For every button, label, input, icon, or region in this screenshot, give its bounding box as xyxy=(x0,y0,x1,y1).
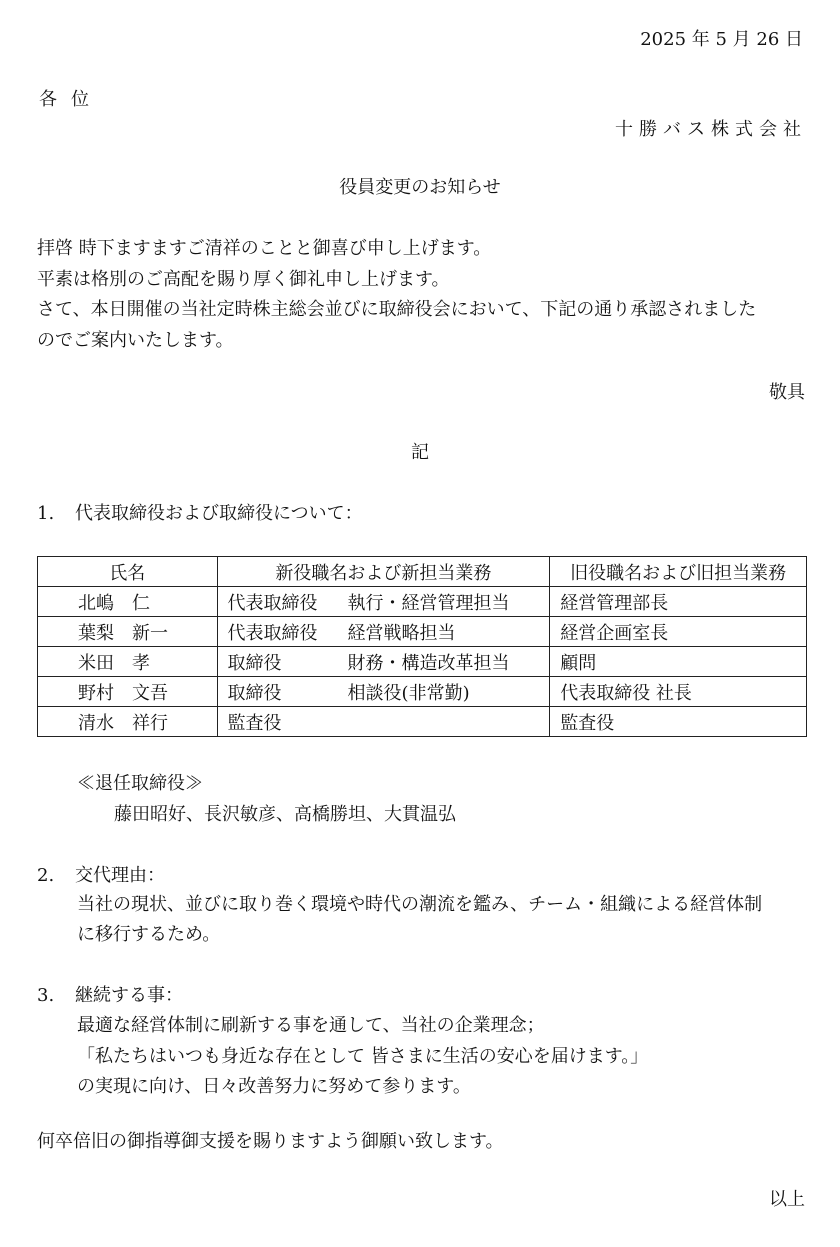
column-header: 旧役職名および旧担当業務 xyxy=(550,557,807,587)
company-name: 十勝バス株式会社 xyxy=(615,119,807,140)
section-2-heading xyxy=(37,865,165,887)
column-header: 新役職名および新担当業務 xyxy=(217,557,550,587)
retired-directors-heading: ≪退任取締役≫ xyxy=(77,773,203,794)
body-line: さて、本日開催の当社定時株主総会並びに取締役会において、下記の通り承認されました xyxy=(37,299,757,320)
officer-name: 北嶋 仁 xyxy=(38,587,218,617)
new-position xyxy=(217,587,550,617)
section-3-body xyxy=(77,1011,648,1103)
new-title: 取締役 xyxy=(227,682,282,704)
table-header-row xyxy=(38,557,807,587)
section-1-heading xyxy=(37,503,363,525)
new-title: 代表取締役 xyxy=(227,592,318,614)
officer-name: 米田 孝 xyxy=(38,647,218,677)
section-title: 交代理由： xyxy=(75,865,165,886)
old-position: 経営管理部長 xyxy=(550,587,807,617)
new-position xyxy=(217,617,550,647)
section-number: 1. xyxy=(37,503,55,524)
old-position: 代表取締役 社長 xyxy=(550,677,807,707)
body-line: に移行するため。 xyxy=(77,924,221,945)
new-title: 代表取締役 xyxy=(227,622,318,644)
table-row xyxy=(38,707,807,737)
body-line: のでご案内いたします。 xyxy=(37,329,234,351)
body-line: 拝啓 時下ますますご清祥のことと御喜び申し上げます。 xyxy=(37,238,492,259)
greeting-body xyxy=(37,234,817,356)
table-row xyxy=(38,647,807,677)
section-3-heading xyxy=(37,985,183,1007)
table-row xyxy=(38,587,807,617)
new-title: 監査役 xyxy=(227,712,282,734)
new-title: 取締役 xyxy=(227,652,282,674)
body-line: 「私たちはいつも身近な存在として 皆さまに生活の安心を届けます。」 xyxy=(77,1045,649,1067)
officer-name: 野村 文吾 xyxy=(38,677,218,707)
old-position: 顧問 xyxy=(550,647,807,677)
section-title: 代表取締役および取締役について： xyxy=(75,503,363,524)
section-number: 2. xyxy=(37,865,55,886)
old-position: 経営企画室長 xyxy=(550,617,807,647)
body-line: 最適な経営体制に刷新する事を通して、当社の企業理念； xyxy=(77,1015,545,1036)
section-title: 継続する事： xyxy=(75,985,183,1006)
body-line: 当社の現状、並びに取り巻く環境や時代の潮流を鑑み、チーム・組織による経営体制 xyxy=(77,894,763,915)
document-title: 役員変更のお知らせ xyxy=(339,177,501,198)
section-number: 3. xyxy=(37,985,55,1006)
new-position xyxy=(217,647,550,677)
body-line: の実現に向け、日々改善努力に努めて参ります。 xyxy=(77,1076,471,1097)
addressee: 各位 xyxy=(39,89,103,110)
final-request: 何卒倍旧の御指導御支援を賜りますよう御願い致します。 xyxy=(37,1131,504,1152)
officer-name: 葉梨 新一 xyxy=(38,617,218,647)
officer-table xyxy=(37,556,807,737)
new-duty: 財務・構造改革担当 xyxy=(347,652,510,674)
new-position xyxy=(217,707,550,737)
new-duty: 経営戦略担当 xyxy=(347,622,456,644)
table-row xyxy=(38,677,807,707)
officer-name: 清水 祥行 xyxy=(38,707,218,737)
table-row xyxy=(38,617,807,647)
document-date: 2025 年 5 月 26 日 xyxy=(640,29,803,50)
retired-directors-names: 藤田昭好、長沢敏彦、高橋勝坦、大貫温弘 xyxy=(114,804,456,825)
ki-heading: 記 xyxy=(411,442,429,463)
new-duty: 執行・経営管理担当 xyxy=(347,592,510,614)
closing-keigu: 敬具 xyxy=(769,382,805,403)
body-line: 平素は格別のご高配を賜り厚く御礼申し上げます。 xyxy=(37,268,450,290)
new-position xyxy=(217,677,550,707)
old-position: 監査役 xyxy=(550,707,807,737)
closing-ijou: 以上 xyxy=(769,1189,805,1210)
column-header: 氏名 xyxy=(38,557,218,587)
new-duty: 相談役(非常勤) xyxy=(347,682,470,704)
section-2-body xyxy=(77,890,762,950)
